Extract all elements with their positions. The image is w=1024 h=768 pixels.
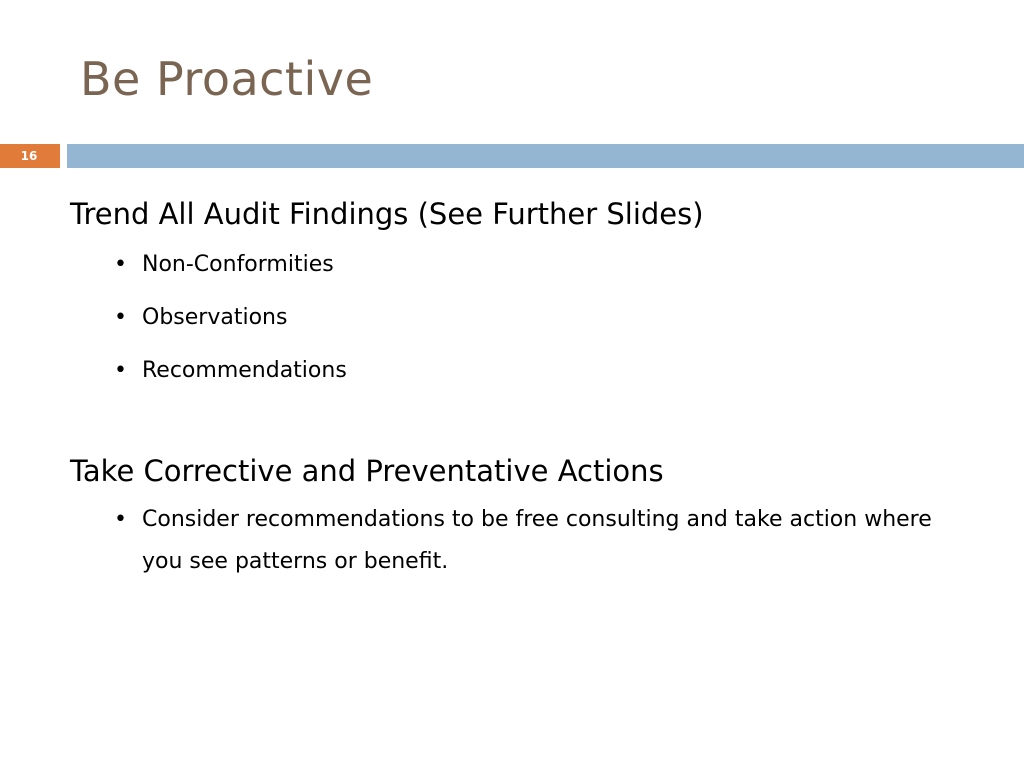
bullet-text: Consider recommendations to be free consulting and take action where you see patterns or benefit. (142, 507, 932, 574)
bullet-list (114, 238, 970, 397)
section-corrective-actions (70, 447, 970, 583)
title-divider-bar (67, 144, 1024, 168)
bullet-icon: • (114, 252, 127, 277)
bullet-text: Observations (142, 305, 288, 330)
bullet-icon: • (114, 305, 127, 330)
bullet-list (114, 495, 970, 583)
bullet-text: Recommendations (142, 358, 347, 383)
bullet-icon: • (114, 358, 127, 383)
section-heading: Trend All Audit Findings (See Further Slides) (70, 197, 704, 231)
section-trend-findings (70, 190, 970, 397)
bullet-item (114, 238, 970, 291)
slide-title: Be Proactive (80, 52, 374, 106)
bullet-icon: • (114, 507, 127, 532)
slide-body (70, 190, 970, 583)
section-heading: Take Corrective and Preventative Actions (70, 454, 664, 488)
slide-number-badge: 16 (0, 144, 60, 168)
bullet-item (114, 495, 932, 583)
bullet-item (114, 344, 970, 397)
bullet-text: Non-Conformities (142, 252, 334, 277)
bullet-item (114, 291, 970, 344)
